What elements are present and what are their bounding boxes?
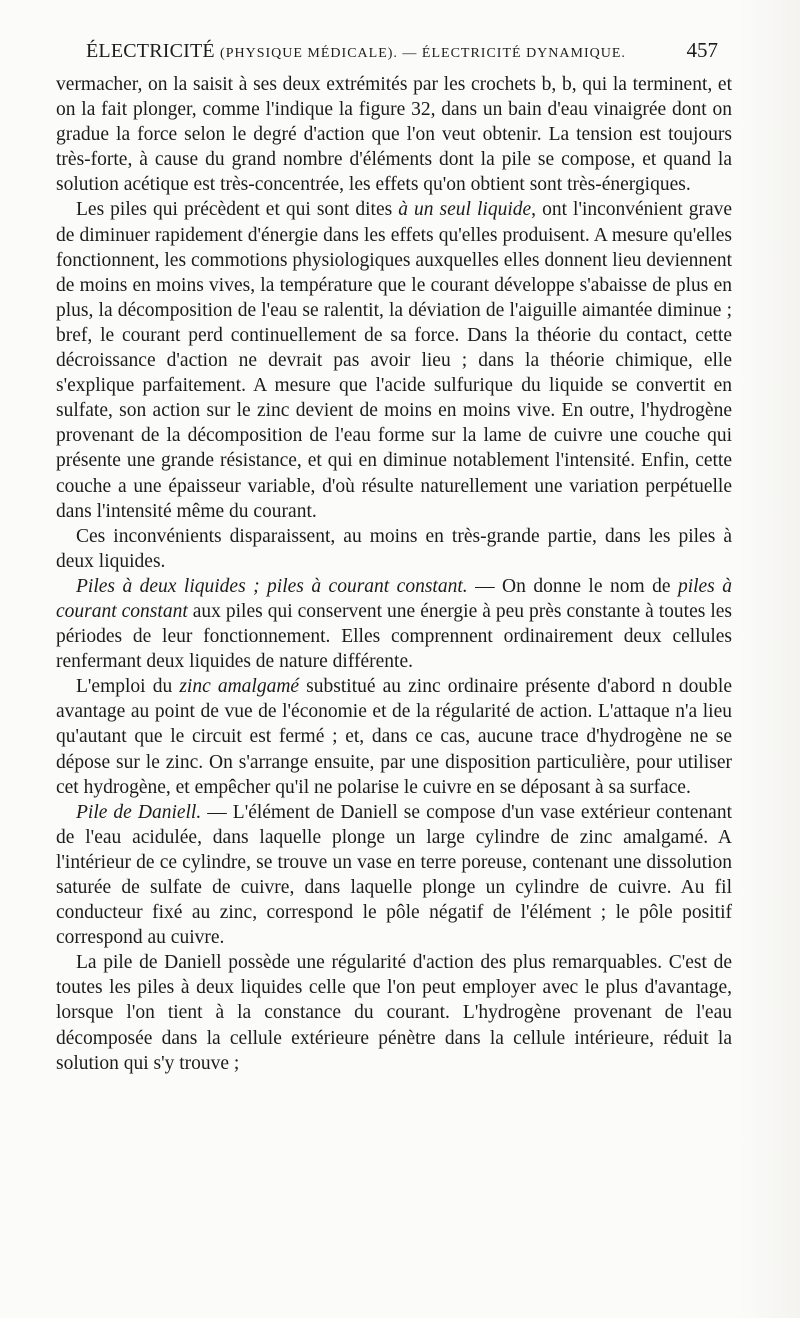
paragraph-6 [56, 800, 732, 951]
paragraph-5-text-b: substitué au zinc ordinaire présente d'abord n double avantage au point de vue de l'économie et de la régularité de action. L'attaque n'a lieu qu'autant que le circuit est fermé ; et, dans ce cas, aucune trace d'hydrogène ne se dépose sur le zinc. On s'arrange ensuite, par une disposition particulière, pour utiliser cet hydrogène, et empêcher qu'il ne polarise le cuivre en se déposant à sa surface. [56, 676, 732, 798]
paragraph-1: vermacher, on la saisit à ses deux extrémités par les crochets b, b, qui la terminent, et on la fait plonger, comme l'indique la figure 32, dans un bain d'eau vinaigrée dont on gradue la force selon le degré d'action que l'on veut obtenir. La tension est toujours très-forte, à cause du grand nombre d'éléments dont la pile se compose, et quand la solution acétique est très-concentrée, les effets qu'on obtient sont très-énergiques. [56, 74, 732, 196]
paragraph-4-italic: piles à courant constant [56, 575, 732, 622]
paragraph-6-text: — L'élément de Daniell se compose d'un vase extérieur contenant de l'eau acidulée, dans laquelle plonge un large cylindre de zinc amalgamé. A l'intérieur de ce cylindre, se trouve un vase en terre poreuse, contenant une dissolution saturée de sulfate de cuivre, dans laquelle plonge un cylindre de cuivre. Au fil conducteur fixé au zinc, correspond le pôle négatif de l'élément ; le pôle positif correspond au cuivre. [56, 801, 732, 949]
paragraph-2-text-b: , ont l'inconvénient grave de diminuer rapidement d'énergie dans les effets qu'elles produisent. A mesure qu'elles fonctionnent, les commotions physiologiques auxquelles elles donnent lieu deviennent de moins en moins vives, la température que le courant développe s'abaisse de plus en plus, la décomposition de l'eau se ralentit, la déviation de l'aiguille aimantée diminue ; bref, le courant perd continuellement de sa force. Dans la théorie du contact, cette décroissance d'action ne devrait pas avoir lieu ; dans la théorie chimique, elle s'explique parfaitement. A mesure que l'acide sulfurique du liquide se convertit en sulfate, son action sur le zinc devient de moins en moins vive. En outre, l'hydrogène provenant de la décomposition de l'eau forme sur la lame de cuivre une couche qui présente une grande résistance, et qui en diminue notablement l'intensité. Enfin, cette couche a une épaisseur variable, d'où résulte naturellement une variation perpétuelle dans l'intensité même du courant. [56, 199, 733, 522]
running-header [86, 38, 718, 64]
paragraph-4 [56, 574, 732, 674]
paragraph-2-text-a: Les piles qui précèdent et qui sont dites [76, 199, 399, 221]
paragraph-5-text-a: L'emploi du [76, 676, 180, 698]
running-title-main: ÉLECTRICITÉ [86, 40, 215, 62]
paragraph-2-italic: à un seul liquide [398, 199, 532, 221]
paragraph-5 [56, 674, 732, 799]
section-heading-piles-deux-liquides: Piles à deux liquides ; piles à courant constant. [76, 575, 468, 597]
paragraph-4-text-b: aux piles qui conservent une énergie à peu près constante à toutes les périodes de leur fonctionnement. Elles comprennent ordinairement deux cellules renfermant deux liquides de nature différente. [56, 600, 732, 673]
page-edge-shadow [740, 0, 800, 1318]
running-title [86, 40, 626, 63]
paragraph-5-italic: zinc amalgamé [179, 676, 300, 698]
section-heading-pile-daniell: Pile de Daniell. [76, 801, 202, 823]
page-number: 457 [686, 38, 718, 62]
running-title-sub: (PHYSIQUE MÉDICALE). — ÉLECTRICITÉ DYNAMIQUE. [220, 46, 626, 61]
body-text [56, 72, 732, 1076]
paragraph-2 [56, 197, 732, 523]
paragraph-4-text-a: — On donne le nom de [467, 575, 678, 597]
paragraph-7: La pile de Daniell possède une régularité d'action des plus remarquables. C'est de toutes les piles à deux liquides celle que l'on peut employer avec le plus d'avantage, lorsque l'on tient à la constance du courant. L'hydrogène provenant de l'eau décomposée dans la cellule extérieure pénètre dans la cellule intérieure, réduit la solution qui s'y trouve ; [56, 952, 732, 1074]
paragraph-3: Ces inconvénients disparaissent, au moins en très-grande partie, dans les piles à deux liquides. [56, 525, 732, 572]
